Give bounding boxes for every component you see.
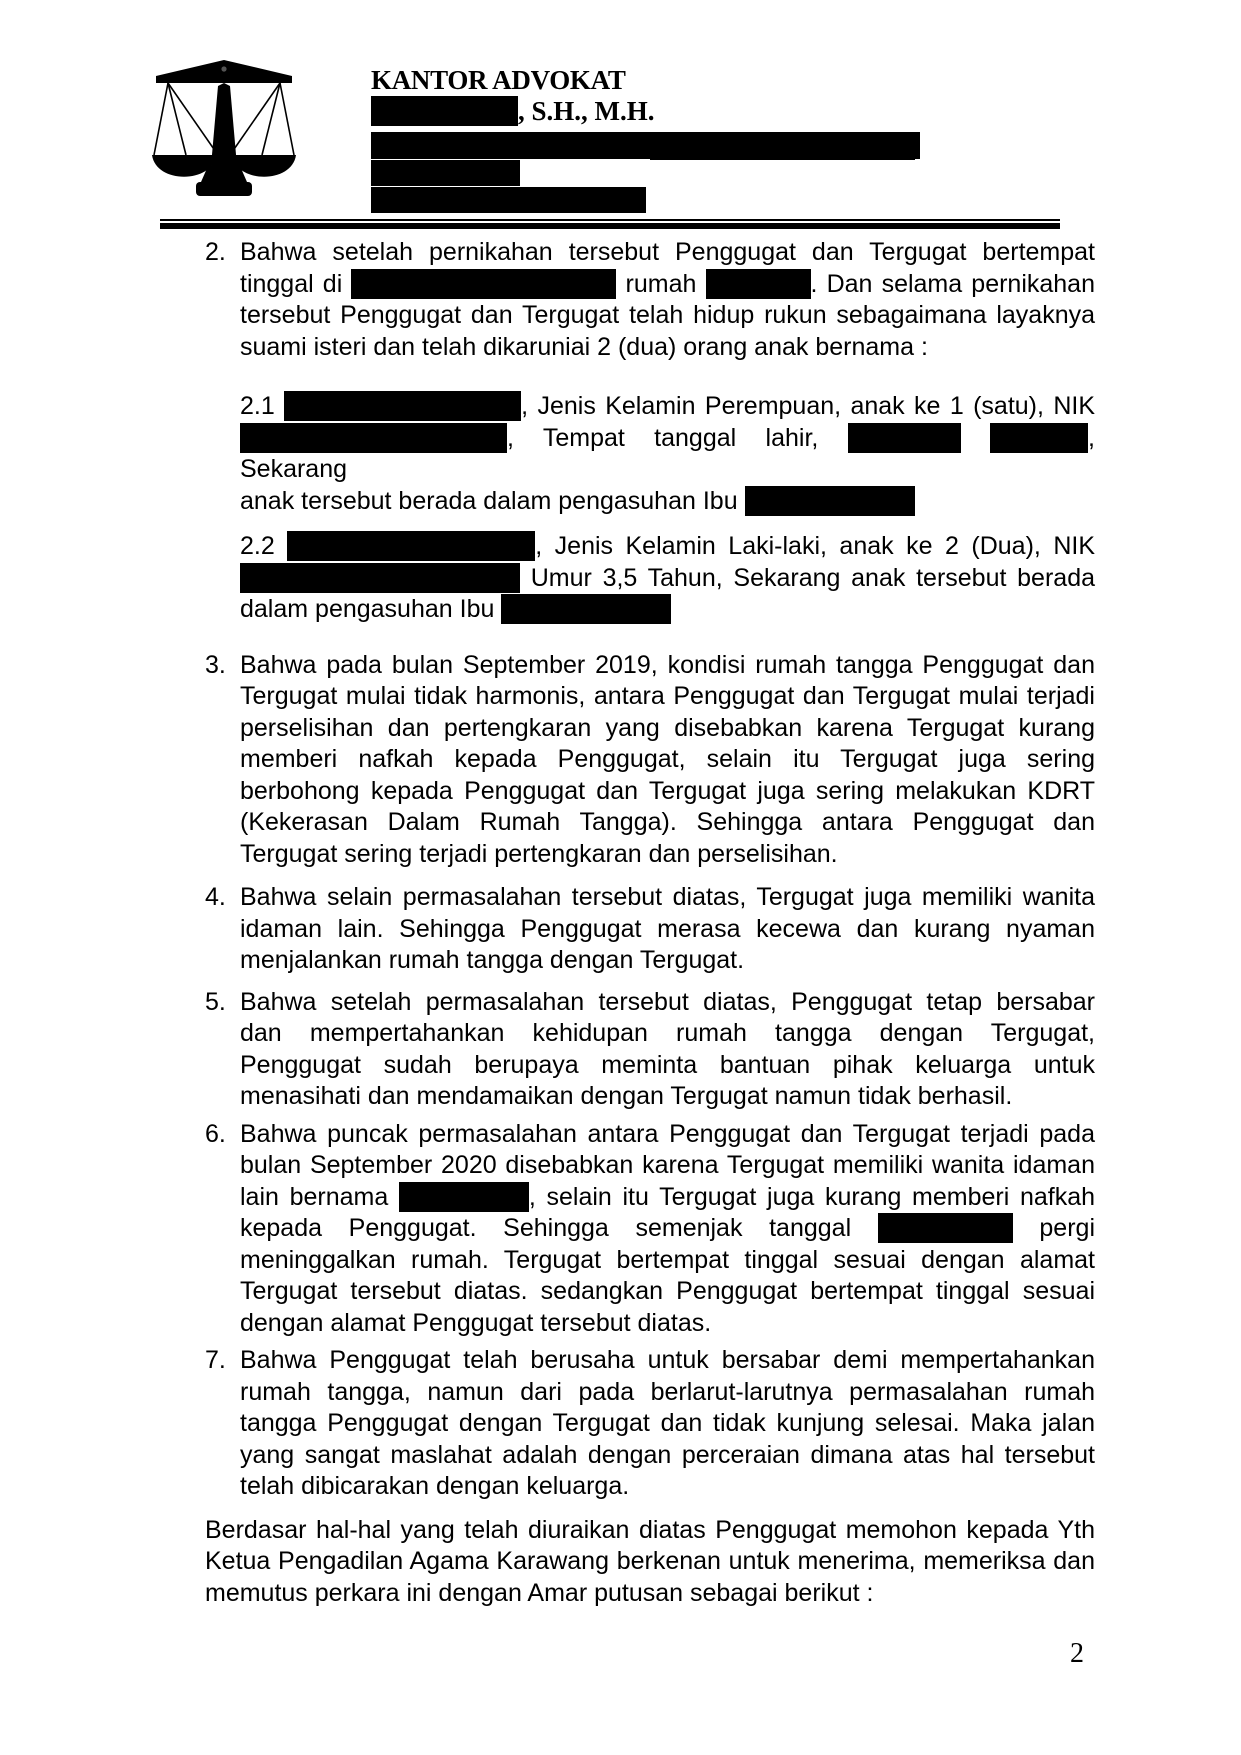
text-line: , Tempat tanggal lahir, , Sekarang	[240, 423, 1095, 483]
text-line: Tergugat tersebut diatas. sedangkan Penggugat bertempat tinggal sesuai	[240, 1277, 1095, 1305]
text-line: Tergugat sering terjadi pertengkaran dan perselisihan.	[240, 839, 838, 868]
redaction-bar	[284, 391, 521, 421]
item-3	[205, 650, 1095, 871]
text-line: anak tersebut berada dalam pengasuhan Ibu	[240, 486, 1095, 518]
text-line: menasihati dan mendamaikan dengan Tergugat namun tidak berhasil.	[240, 1082, 1013, 1110]
text-line: tersebut Penggugat dan Tergugat telah hidup rukun sebagaimana layaknya	[240, 301, 1095, 329]
item-2-number: 2.	[205, 238, 226, 266]
text-line: Bahwa Penggugat telah berusaha untuk bersabar demi mempertahankan	[240, 1346, 1095, 1374]
item-5-content	[240, 987, 1095, 1113]
text-line: menjalankan rumah tangga dengan Tergugat.	[240, 946, 745, 974]
item-6-number: 6.	[205, 1119, 226, 1148]
item-2-1	[240, 391, 1095, 517]
scale-base	[196, 182, 252, 196]
text-line: Bahwa setelah pernikahan tersebut Penggugat dan Tergugat bertempat	[240, 238, 1095, 266]
letterhead	[371, 64, 1131, 213]
text-line: Bahwa pada bulan September 2019, kondisi rumah tangga Penggugat dan	[240, 650, 1095, 679]
redaction-bar	[501, 594, 671, 624]
redacted-email-line	[371, 187, 646, 213]
scale-hub-hole	[221, 66, 226, 71]
redaction-bar	[878, 1213, 1013, 1243]
scales-of-justice-icon	[148, 58, 300, 206]
text-line: Bahwa puncak permasalahan antara Penggugat dan Tergugat terjadi pada	[240, 1119, 1095, 1148]
text-line: Ketua Pengadilan Agama Karawang berkenan untuk menerima, memeriksa dan	[205, 1547, 1095, 1575]
text-line: Berdasar hal-hal yang telah diuraikan diatas Penggugat memohon kepada Yth	[205, 1515, 1095, 1544]
text-line: 2.2 , Jenis Kelamin Laki-laki, anak ke 2 (Dua), NIK	[240, 532, 1095, 560]
text-line: Tergugat mulai tidak harmonis, antara Penggugat dan Tergugat mulai terjadi	[240, 682, 1095, 710]
text-line: tangga Penggugat dengan Tergugat dan tidak kunjung selesai. Maka jalan	[240, 1409, 1095, 1437]
item-5-number: 5.	[205, 987, 226, 1016]
text-line: (Kekerasan Dalam Rumah Tangga). Sehingga antara Penggugat dan	[240, 808, 1095, 836]
text-line: 2.1 , Jenis Kelamin Perempuan, anak ke 1 (satu), NIK	[240, 392, 1096, 420]
item-3-number: 3.	[205, 650, 226, 679]
item-7	[205, 1345, 1095, 1503]
redaction-bar	[351, 269, 616, 299]
item-4	[205, 882, 1095, 977]
advocate-name-line	[371, 96, 1131, 130]
text-line: idaman lain. Sehingga Penggugat merasa kecewa dan kurang nyaman	[240, 914, 1095, 943]
redaction-bar	[287, 531, 535, 561]
text-line: dengan alamat Penggugat tersebut diatas.	[240, 1308, 712, 1337]
text-line: meninggalkan rumah. Tergugat bertempat tinggal sesuai dengan alamat	[240, 1245, 1095, 1274]
item-6-content	[240, 1119, 1095, 1340]
redaction-bar	[240, 423, 507, 453]
scale-pedestal	[201, 166, 247, 182]
item-2-content	[240, 237, 1095, 363]
text-line: Penggugat sudah berupaya meminta bantuan pihak keluarga untuk	[240, 1050, 1095, 1079]
redacted-link-underline	[650, 157, 915, 160]
item-7-number: 7.	[205, 1346, 226, 1374]
header-divider-thick-line	[160, 223, 1060, 229]
office-title: KANTOR ADVOKAT	[371, 65, 626, 95]
text-line: Umur 3,5 Tahun, Sekarang anak tersebut berada	[240, 563, 1095, 595]
item-4-number: 4.	[205, 883, 226, 911]
text-line: perselisihan dan pertengkaran yang disebabkan karena Tergugat kurang	[240, 713, 1095, 742]
text-line: telah dibicarakan dengan keluarga.	[240, 1472, 630, 1500]
redaction-bar	[745, 486, 915, 516]
redacted-advocate-name	[371, 96, 518, 126]
item-2-2	[240, 531, 1095, 626]
scale-post	[211, 83, 237, 166]
text-line: berbohong kepada Penggugat dan Tergugat juga sering melakukan KDRT	[240, 776, 1095, 805]
header-divider	[160, 219, 1060, 229]
item-2	[205, 237, 1095, 363]
advocate-credentials: , S.H., M.H.	[518, 96, 655, 126]
text-line: suami isteri dan telah dikaruniai 2 (dua) orang anak bernama :	[240, 332, 928, 361]
text-line: Bahwa setelah permasalahan tersebut diatas, Penggugat tetap bersabar	[240, 987, 1095, 1016]
text-line: tinggal di rumah . Dan selama pernikahan	[240, 269, 1095, 298]
text-line: dalam pengasuhan Ibu	[240, 594, 1095, 626]
redacted-contact-line	[371, 160, 520, 186]
text-line: kepada Penggugat. Sehingga semenjak tanggal pergi	[240, 1214, 1095, 1242]
text-line: Bahwa selain permasalahan tersebut diatas, Tergugat juga memiliki wanita	[240, 883, 1095, 911]
text-line: lain bernama , selain itu Tergugat juga kurang memberi nafkah	[240, 1182, 1096, 1211]
text-line: rumah tangga, namun dari pada berlarut-larutnya permasalahan rumah	[240, 1377, 1095, 1406]
redaction-bar	[399, 1182, 529, 1212]
item-5	[205, 987, 1095, 1113]
page-number: 2	[1070, 1638, 1084, 1669]
text-line: memutus perkara ini dengan Amar putusan sebagai berikut :	[205, 1578, 874, 1607]
text-line: memberi nafkah kepada Penggugat, selain itu Tergugat juga sering	[240, 745, 1095, 773]
text-line: bulan September 2020 disebabkan karena Tergugat memiliki wanita idaman	[240, 1151, 1095, 1179]
text-line: dan mempertahankan kehidupan rumah tangga dengan Tergugat,	[240, 1019, 1095, 1047]
item-7-content	[240, 1345, 1095, 1503]
redaction-bar	[848, 423, 961, 453]
closing-petition	[205, 1515, 1095, 1610]
item-6	[205, 1119, 1095, 1340]
redacted-address-line	[371, 132, 920, 159]
redaction-bar	[240, 563, 520, 593]
text-line: yang sangat maslahat adalah dengan perceraian dimana atas hal tersebut	[240, 1440, 1095, 1469]
redaction-bar	[706, 269, 811, 299]
document-body	[205, 237, 1095, 1609]
item-3-content	[240, 650, 1095, 871]
item-4-content	[240, 882, 1095, 977]
redaction-bar	[990, 423, 1088, 453]
